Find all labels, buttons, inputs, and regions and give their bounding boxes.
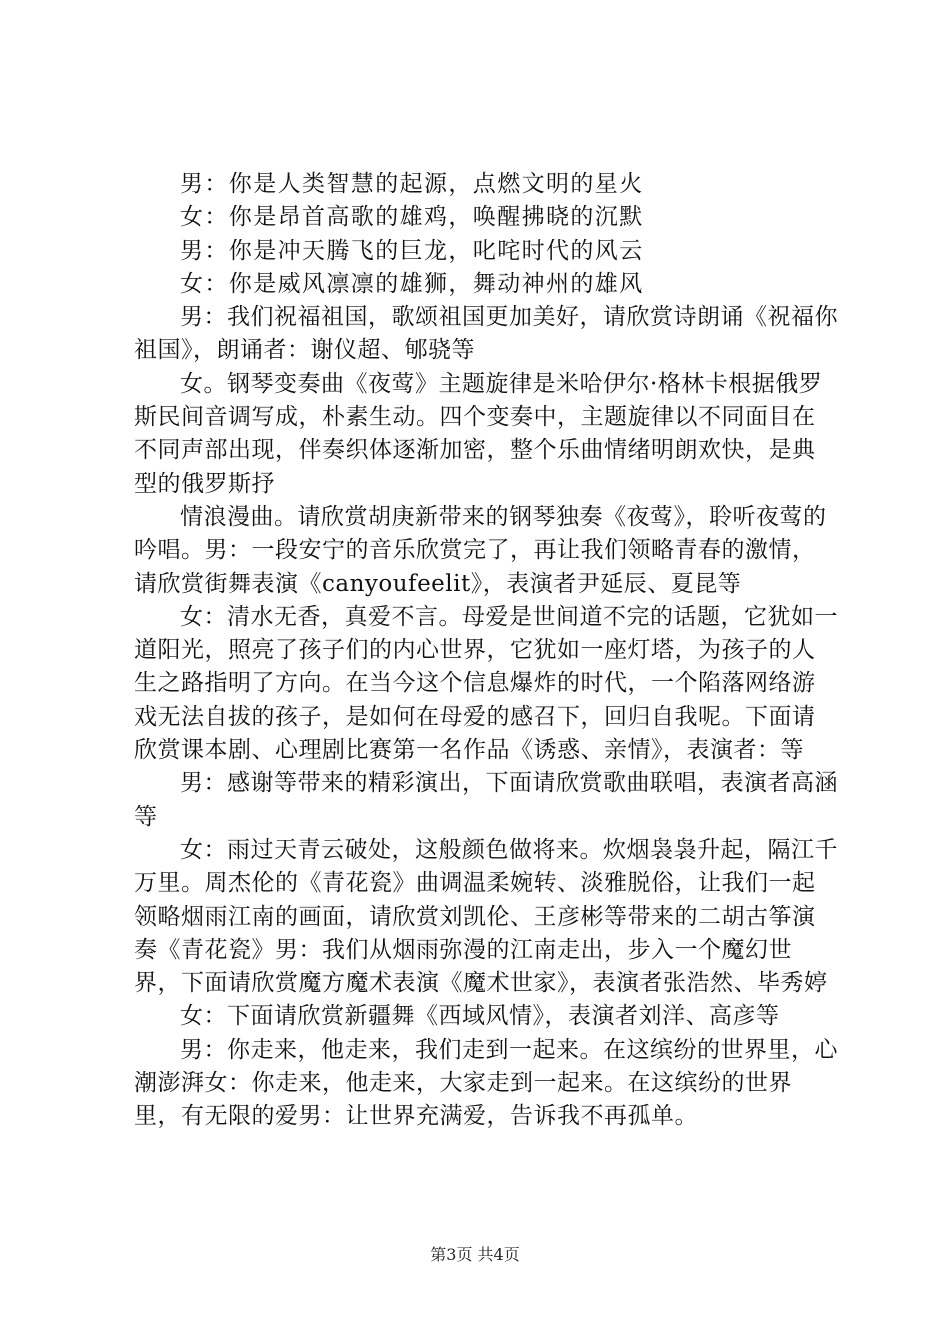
paragraph-6: 女。钢琴变奏曲《夜莺》主题旋律是米哈伊尔·格林卡根据俄罗斯民间音调写成，朴素生动。四个变奏中，主题旋律以不同面目在不同声部出现，伴奏织体逐渐加密，整个乐曲情绪明朗欢快，是典型的俄罗斯抒 xyxy=(134,370,823,497)
paragraph-2: 女：你是昂首高歌的雄鸡，唤醒拂晓的沉默 xyxy=(180,204,644,231)
paragraph-9: 男：感谢等带来的精彩演出，下面请欣赏歌曲联唱，表演者高涵等 xyxy=(134,770,838,830)
paragraph-1: 男：你是人类智慧的起源，点燃文明的星火 xyxy=(180,171,644,197)
paragraph-11: 女：下面请欣赏新疆舞《西域风情》，表演者刘洋、高彦等 xyxy=(180,1003,780,1030)
paragraph-5: 男：我们祝福祖国，歌颂祖国更加美好，请欣赏诗朗诵《祝福你祖国》，朗诵者：谢仪超、郇骁等 xyxy=(134,304,838,364)
document-body xyxy=(134,168,838,1134)
paragraph-12: 男：你走来，他走来，我们走到一起来。在这缤纷的世界里，心潮澎湃女：你走来，他走来，大家走到一起来。在这缤纷的世界里，有无限的爱男：让世界充满爱，告诉我不再孤单。 xyxy=(134,1036,838,1130)
paragraph-4: 女：你是威风凛凛的雄狮，舞动神州的雄风 xyxy=(180,270,644,297)
paragraph-10: 女：雨过天青云破处，这般颜色做将来。炊烟袅袅升起，隔江千万里。周杰伦的《青花瓷》曲调温柔婉转、淡雅脱俗，让我们一起领略烟雨江南的画面，请欣赏刘凯伦、王彦彬等带来的二胡古筝演奏《青花瓷》男：我们从烟雨弥漫的江南走出，步入一个魔幻世界，下面请欣赏魔方魔术表演《魔术世家》，表演者张浩然、毕秀婷 xyxy=(134,836,838,997)
paragraph-7: 情浪漫曲。请欣赏胡庚新带来的钢琴独奏《夜莺》，聆听夜莺的吟唱。男：一段安宁的音乐欣赏完了，再让我们领略青春的激情，请欣赏街舞表演《canyoufeelit》，表演者尹延辰、夏昆等 xyxy=(134,503,827,597)
paragraph-8: 女：清水无香，真爱不言。母爱是世间道不完的话题，它犹如一道阳光，照亮了孩子们的内心世界，它犹如一座灯塔，为孩子的人生之路指明了方向。在当今这个信息爆炸的时代，一个陷落网络游戏无法自拔的孩子，是如何在母爱的感召下，回归自我呢。下面请欣赏课本剧、心理剧比赛第一名作品《诱惑、亲情》，表演者：等 xyxy=(134,603,838,764)
paragraph-3: 男：你是冲天腾飞的巨龙，叱咤时代的风云 xyxy=(180,237,644,264)
page-footer: 第3页 共4页 xyxy=(430,1245,520,1264)
